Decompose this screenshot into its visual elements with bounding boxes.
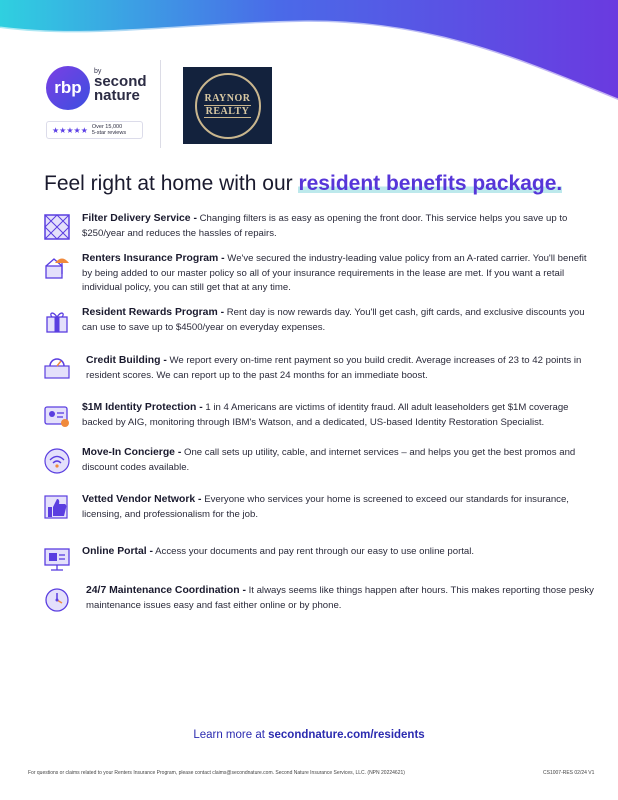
header-wave xyxy=(0,0,618,120)
credit-gauge-icon xyxy=(44,356,70,382)
benefit-title: Move-In Concierge - xyxy=(82,447,182,458)
benefit-text: We've secured the industry-leading value policy from an A-rated carrier. You'll benefit by being added to our master policy so all of your insurance requirements in the lease are met. If you want a retail individual policy, you can still get that at any time. xyxy=(82,253,587,293)
learn-more xyxy=(0,729,618,741)
monitor-icon xyxy=(44,547,70,573)
page-headline xyxy=(44,172,562,196)
benefit-title: Vetted Vendor Network - xyxy=(82,494,202,505)
benefit-text: Access your documents and pay rent through our easy to use online portal. xyxy=(153,546,475,557)
headline-prefix: Feel right at home with our xyxy=(44,172,299,195)
rbp-logo xyxy=(46,66,147,110)
benefit-title: Credit Building - xyxy=(86,355,167,366)
benefit-text: Everyone who services your home is screened to exceed our standards for insurance, licensing, and professionalism for the job. xyxy=(82,494,569,520)
reviews-count: Over 15,000 xyxy=(91,124,123,130)
learn-more-prefix: Learn more at xyxy=(193,729,269,741)
document-code: CS1007-RES 02/24 V1 xyxy=(543,770,595,776)
wifi-plug-icon xyxy=(44,448,70,474)
realty-seal xyxy=(195,73,261,139)
benefit-text: Rent day is now rewards day. You'll get cash, gift cards, and exclusive discounts you can use to save up to $4500/year on everyday expenses. xyxy=(82,307,585,333)
reviews-label: 5-star reviews xyxy=(91,130,127,136)
benefit-text: We report every on-time rent payment so you build credit. Average increases of 23 to 42 points in resident scores. We can report up to the past 24 months for an immediate boost. xyxy=(86,355,582,381)
identity-card-icon xyxy=(44,403,70,429)
reviews-badge xyxy=(46,121,143,139)
raynor-realty-logo xyxy=(183,67,272,144)
benefit-text: 1 in 4 Americans are victims of identity fraud. All adult leaseholders get $1M coverage backed by AIG, monitoring through IBM's Watson, and a dedicated, US-based Identity Restoration Specialist. xyxy=(82,402,569,428)
logo-divider xyxy=(160,60,161,148)
thumbs-up-icon xyxy=(44,495,70,521)
benefit-title: Renters Insurance Program - xyxy=(82,253,225,264)
logo-brand: second nature xyxy=(94,73,147,104)
benefit-text: Changing filters is as easy as opening the front door. This service helps you save up to $250/year and reduces the hassles of repairs. xyxy=(82,213,568,239)
learn-more-link[interactable]: secondnature.com/residents xyxy=(268,729,425,741)
seal-line2: REALTY xyxy=(205,106,250,117)
logo-by: by xyxy=(94,68,102,75)
benefit-title: $1M Identity Protection - xyxy=(82,402,203,413)
headline-highlight: resident benefits package. xyxy=(298,172,563,195)
rbp-badge: rbp xyxy=(46,66,90,110)
umbrella-house-icon xyxy=(44,254,70,280)
filter-icon xyxy=(44,214,70,240)
star-rating: ★★★★★ xyxy=(52,125,88,135)
benefit-title: 24/7 Maintenance Coordination - xyxy=(86,585,246,596)
benefit-title: Online Portal - xyxy=(82,546,154,557)
benefit-text: It always seems like things happen after hours. This makes reporting those pesky maintenance issues easy and fast either online or by phone. xyxy=(86,585,594,611)
benefit-text: One call sets up utility, cable, and internet services – and helps you get the best promos and discount codes available. xyxy=(82,447,576,473)
footer-disclaimer: For questions or claims related to your Renters Insurance Program, please contact claims@secondnature.com. Second Nature Insurance Services, LLC. (NPN 20224621) xyxy=(28,770,405,776)
seal-line1: RAYNOR xyxy=(204,93,251,104)
benefit-title: Resident Rewards Program - xyxy=(82,307,225,318)
clock-icon xyxy=(44,586,70,612)
gift-icon xyxy=(44,308,70,334)
benefit-title: Filter Delivery Service - xyxy=(82,213,197,224)
